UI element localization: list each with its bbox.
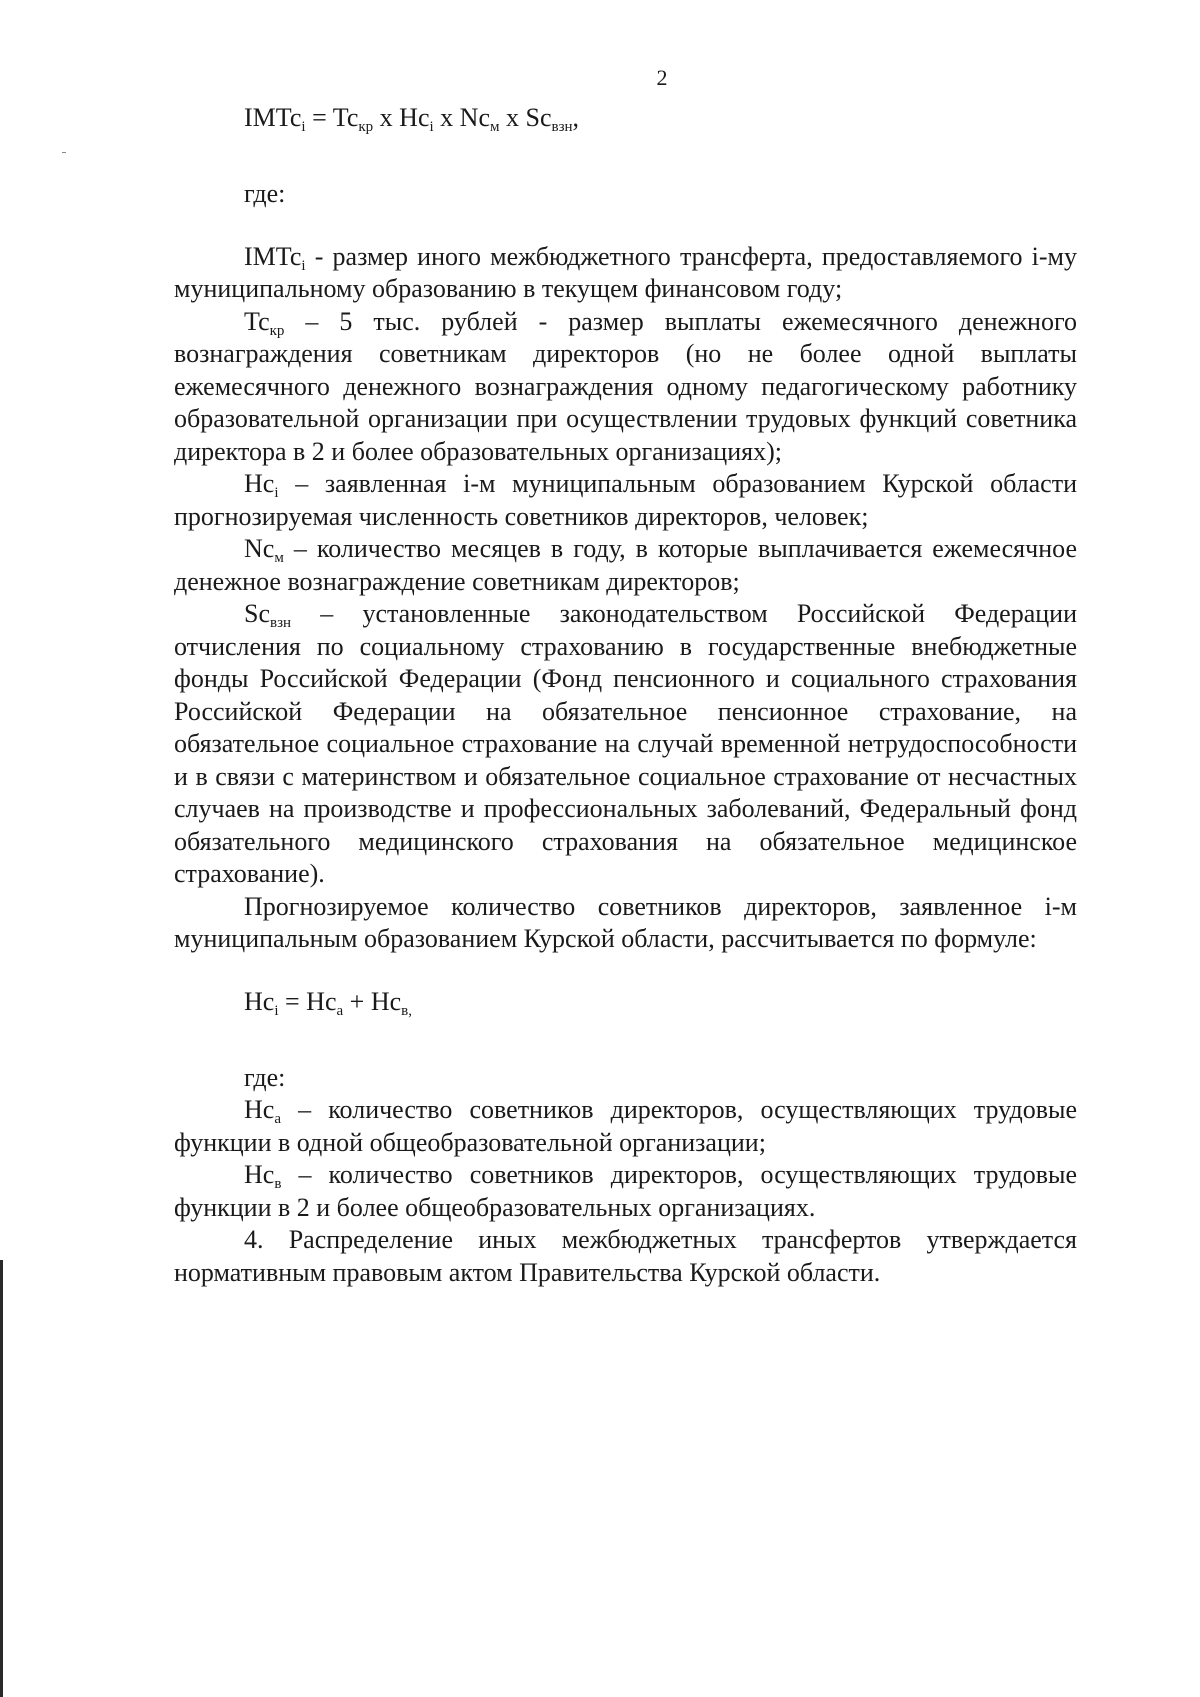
definition-text: - размер иного межбюджетного трансферта, предоставляемого i-му муниципальному образованию в текущем финансовом году; (174, 241, 1077, 303)
formula-symbol: Hc (306, 986, 337, 1016)
formula-subscript: i (301, 119, 306, 135)
where-label: где: (244, 179, 286, 208)
formula-subscript: взн (551, 119, 573, 135)
formula-subscript: а (336, 1002, 344, 1019)
page-number: 2 (656, 65, 668, 90)
formula-operator: = (305, 103, 333, 132)
spacer (174, 1032, 1077, 1062)
definition-sc (174, 598, 1077, 891)
definition-nc (174, 533, 1077, 598)
spacer (174, 148, 1077, 178)
definition-symbol: Hc (244, 469, 275, 498)
definition-symbol: Nc (244, 534, 275, 563)
definition-subscript: i (301, 257, 306, 274)
formula-hc (174, 986, 1077, 1032)
forecast-paragraph: Прогнозируемое количество советников директоров, заявленное i-м муниципальным образованием Курской области, рассчитывается по формуле: (174, 891, 1077, 953)
definition-hcb (174, 1159, 1077, 1224)
formula-operator: x (499, 103, 526, 132)
definition-subscript: а (274, 1111, 281, 1127)
formula-symbol: IMTc (244, 103, 302, 132)
definition-subscript: кр (269, 322, 285, 339)
definition-text: – 5 тыс. рублей - размер выплаты ежемесячного денежного вознаграждения советникам директоров (но не более одной выплаты ежемесячного денежного вознаграждения одному педагогическому работнику образовательной организации при осуществлении трудовых функций советника директора в 2 и более образовательных организациях); (174, 306, 1077, 466)
definition-symbol: Sc (244, 599, 270, 628)
definition-symbol: Hc (244, 1095, 275, 1124)
formula-symbol: Hc (370, 986, 402, 1016)
formula-operator: = (278, 986, 307, 1016)
formula-operator: x (433, 103, 460, 132)
spacer (174, 211, 1077, 241)
definition-symbol: Hc (244, 1160, 275, 1189)
formula-subscript: кр (358, 119, 374, 135)
formula-subscript: в, (401, 1002, 413, 1019)
scan-edge-shadow (0, 1260, 3, 1697)
definition-subscript: i (274, 485, 279, 501)
where-label: где: (244, 1062, 286, 1092)
definition-subscript: в (274, 1176, 282, 1192)
definition-text: – заявленная i-м муниципальным образованием Курской области прогнозируемая численность советников директоров, человек; (174, 469, 1077, 531)
formula-operator: x (373, 103, 400, 132)
item-4-paragraph: 4. Распределение иных межбюджетных трансфертов утверждается нормативным правовым актом Правительства Курской области. (174, 1225, 1077, 1287)
formula-symbol: Hc (244, 986, 275, 1016)
definition-hc (174, 468, 1077, 533)
formula-symbol: Sc (525, 103, 552, 132)
definition-text: – установленные законодательством Российской Федерации отчисления по социальному страхованию в государственные внебюджетные фонды Российской Федерации (Фонд пенсионного и социального страхования Российской Федерации на обязательное пенсионное страхование, на обязательное социальное страхование на случай временной нетрудоспособности и в связи с материнством и обязательное социальное страхование от несчастных случаев на производстве и профессиональных заболеваний, Федеральный фонд обязательного медицинского страхования на обязательное медицинское страхование). (174, 599, 1077, 888)
definition-text: – количество советников директоров, осуществляющих трудовые функции в 2 и более общеобразовательных организациях. (174, 1160, 1077, 1222)
definition-subscript: м (274, 550, 284, 566)
formula-subscript: i (429, 119, 434, 135)
definition-subscript: взн (270, 615, 292, 631)
definition-hca (174, 1094, 1077, 1159)
formula-subscript: i (274, 1002, 279, 1019)
definition-text: – количество месяцев в году, в которые выплачивается ежемесячное денежное вознаграждение советникам директоров; (174, 534, 1077, 596)
formula-subscript: м (490, 119, 500, 135)
document-body (174, 102, 1077, 1289)
definition-symbol: IMTc (244, 241, 302, 271)
definition-tc (174, 306, 1077, 469)
definition-symbol: Tc (244, 306, 270, 336)
scan-mark (62, 152, 66, 153)
formula-imt (174, 102, 1077, 148)
spacer (174, 956, 1077, 986)
formula-symbol: Nc (459, 103, 490, 132)
formula-operator: + (343, 986, 371, 1016)
definition-text: – количество советников директоров, осуществляющих трудовые функции в одной общеобразовательной организации; (174, 1095, 1077, 1157)
formula-symbol: Hc (399, 103, 430, 132)
formula-punctuation: , (572, 103, 580, 132)
definition-imt (174, 241, 1077, 306)
formula-symbol: Tc (332, 103, 359, 132)
